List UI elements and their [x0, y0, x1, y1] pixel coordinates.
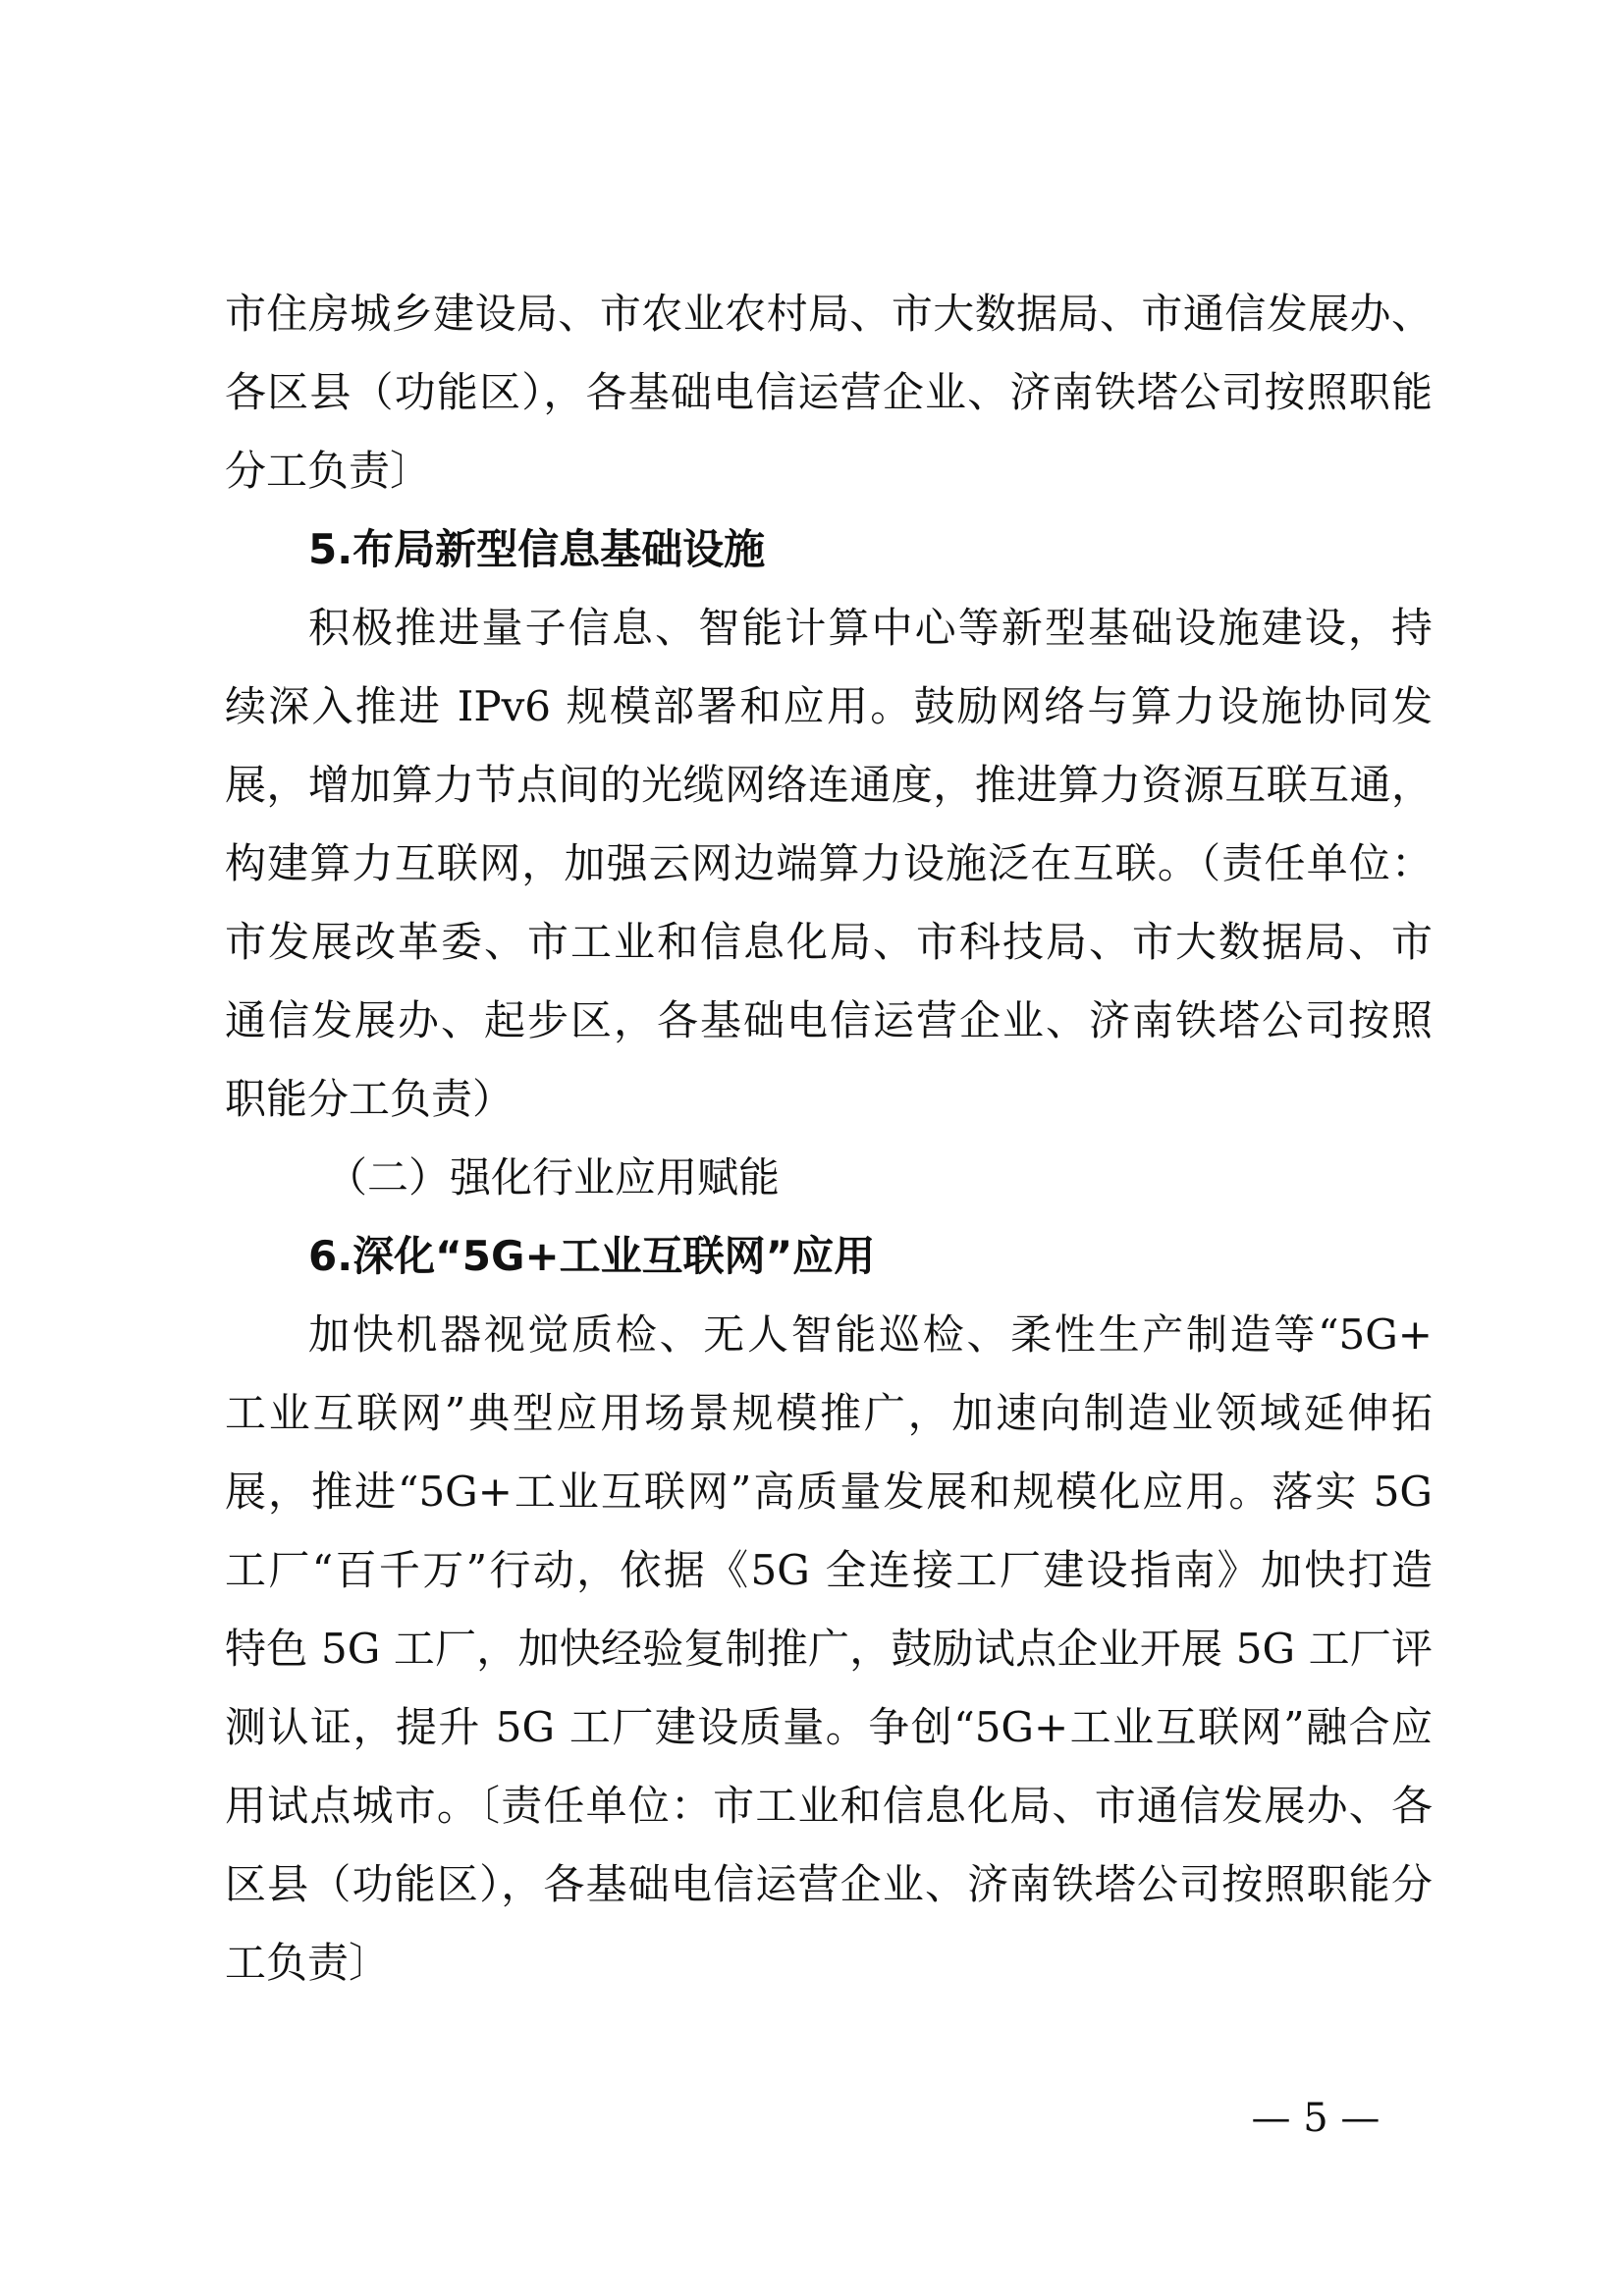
body-line-16: 展，推进“5G+工业互联网”高质量发展和规模化应用。落实 5G: [225, 1468, 1433, 1516]
body-line-2: 各区县（功能区），各基础电信运营企业、济南铁塔公司按照职能: [225, 368, 1433, 416]
section-heading-5: 5.布局新型信息基础设施: [308, 525, 766, 573]
page-number: — 5 —: [1251, 2096, 1380, 2141]
body-line-20: 用试点城市。〔责任单位：市工业和信息化局、市通信发展办、各: [225, 1782, 1433, 1830]
body-line-18: 特色 5G 工厂，加快经验复制推广，鼓励试点企业开展 5G 工厂评: [225, 1625, 1433, 1673]
section-heading-6: 6.深化“5G+工业互联网”应用: [308, 1232, 876, 1280]
body-line-9: 市发展改革委、市工业和信息化局、市科技局、市大数据局、市: [225, 918, 1433, 966]
body-line-14: 加快机器视觉质检、无人智能巡检、柔性生产制造等“5G+: [308, 1310, 1433, 1359]
subsection-title-2: （二）强化行业应用赋能: [326, 1153, 781, 1201]
body-line-11: 职能分工负责）: [225, 1075, 514, 1123]
body-line-6: 续深入推进 IPv6 规模部署和应用。鼓励网络与算力设施协同发: [225, 682, 1433, 730]
body-line-17: 工厂“百千万”行动，依据《5G 全连接工厂建设指南》加快打造: [225, 1546, 1433, 1594]
body-line-22: 工负责〕: [225, 1939, 391, 1987]
body-line-15: 工业互联网”典型应用场景规模推广，加速向制造业领域延伸拓: [225, 1389, 1433, 1437]
body-line-3: 分工负责〕: [225, 447, 432, 495]
body-line-19: 测认证，提升 5G 工厂建设质量。争创“5G+工业互联网”融合应: [225, 1703, 1433, 1751]
body-line-5: 积极推进量子信息、智能计算中心等新型基础设施建设，持: [308, 604, 1433, 652]
body-line-10: 通信发展办、起步区，各基础电信运营企业、济南铁塔公司按照: [225, 996, 1433, 1044]
body-line-21: 区县（功能区），各基础电信运营企业、济南铁塔公司按照职能分: [225, 1860, 1433, 1908]
body-line-7: 展，增加算力节点间的光缆网络连通度，推进算力资源互联互通，: [225, 761, 1433, 809]
body-line-1: 市住房城乡建设局、市农业农村局、市大数据局、市通信发展办、: [225, 290, 1433, 338]
body-line-8: 构建算力互联网，加强云网边端算力设施泛在互联。（责任单位：: [225, 839, 1433, 887]
